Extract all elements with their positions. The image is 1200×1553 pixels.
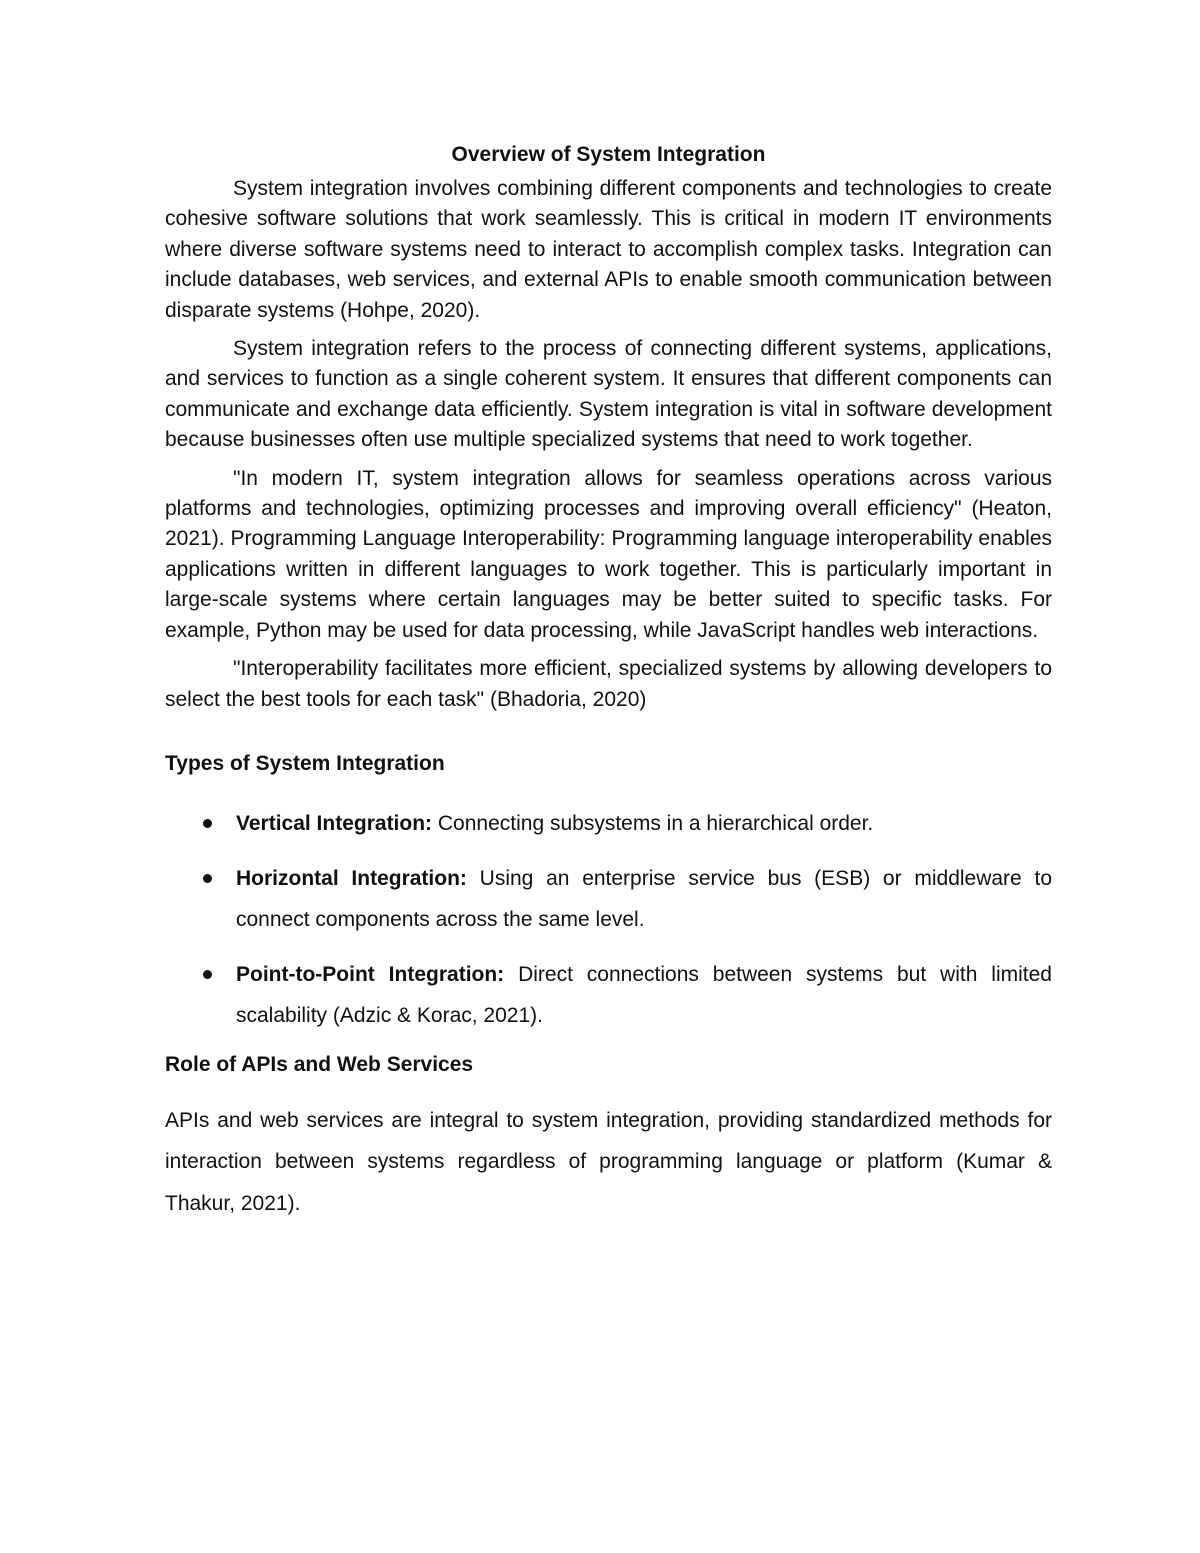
page-title: Overview of System Integration bbox=[451, 143, 766, 166]
list-item-term: Horizontal Integration: bbox=[236, 866, 467, 890]
list-item-term: Vertical Integration: bbox=[236, 811, 433, 835]
list-item-text: Direct connections between systems but with limited scalability (Adzic & Korac, 2021). bbox=[236, 962, 1052, 1027]
list-item-text: Connecting subsystems in a hierarchical order. bbox=[432, 811, 874, 835]
bullet-icon bbox=[203, 970, 212, 979]
bullet-icon bbox=[203, 819, 212, 828]
paragraph-apis: APIs and web services are integral to system integration, providing standardized methods for interaction between systems regardless of programming language or platform (Kumar & Thakur, 2021). bbox=[165, 1108, 1052, 1215]
section-heading-apis: Role of APIs and Web Services bbox=[165, 1052, 474, 1076]
bullet-icon bbox=[203, 874, 212, 883]
document-content bbox=[165, 140, 1052, 1224]
paragraph-interoperability-quote: "Interoperability facilitates more efficient, specialized systems by allowing developers to select the best tools for each task" (Bhadoria, 2020) bbox=[165, 657, 1052, 711]
paragraph-definition: System integration refers to the process of connecting different systems, applications, and services to function as a single coherent system. It ensures that different components can communicate and exchange data efficiently. System integration is vital in software development because businesses often use multiple specialized systems that need to work together. bbox=[165, 337, 1052, 452]
paragraph-overview-intro: System integration involves combining different components and technologies to create cohesive software solutions that work seamlessly. This is critical in modern IT environments where diverse software systems need to interact to accomplish complex tasks. Integration can include databases, web services, and external APIs to enable smooth communication between disparate systems (Hohpe, 2020). bbox=[165, 177, 1052, 322]
list-item bbox=[165, 858, 1052, 940]
integration-types-list bbox=[165, 803, 1052, 1036]
list-item bbox=[165, 803, 1052, 844]
section-heading-types: Types of System Integration bbox=[165, 751, 445, 775]
list-item-text: Using an enterprise service bus (ESB) or middleware to connect components across the same level. bbox=[236, 866, 1052, 931]
paragraph-modern-it: "In modern IT, system integration allows for seamless operations across various platforms and technologies, optimizing processes and improving overall efficiency" (Heaton, 2021). Programming Language Interoperability: Programming language interoperability enables applications written in different languages to work together. This is particularly important in large-scale systems where certain languages may be better suited to specific tasks. For example, Python may be used for data processing, while JavaScript handles web interactions. bbox=[165, 466, 1052, 642]
list-item bbox=[165, 954, 1052, 1036]
list-item-term: Point-to-Point Integration: bbox=[236, 962, 505, 986]
